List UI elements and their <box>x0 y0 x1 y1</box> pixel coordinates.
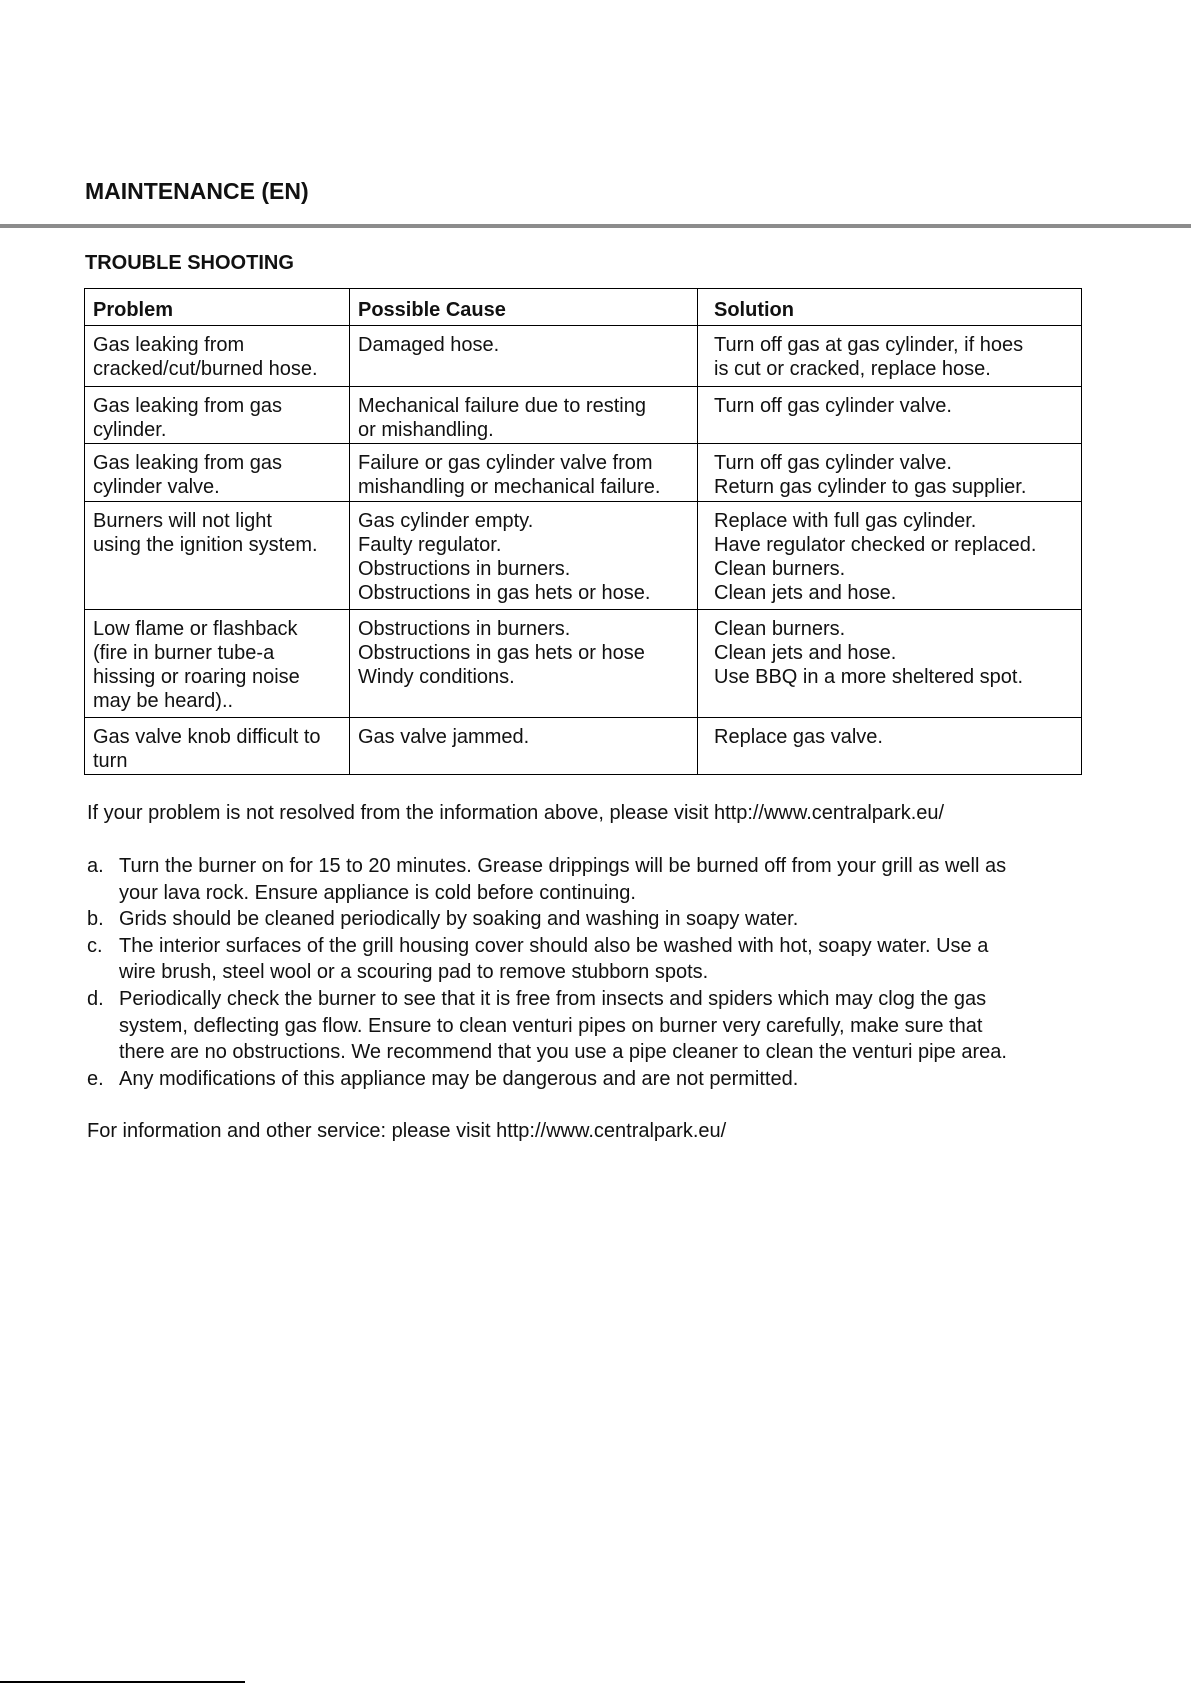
solution-cell <box>698 444 1082 502</box>
troubleshooting-table <box>84 288 1082 775</box>
problem-cell <box>85 444 350 502</box>
list-marker: c. <box>87 934 103 957</box>
table-header-row <box>85 289 1082 326</box>
cell-line: Faulty regulator. <box>358 534 502 556</box>
solution-cell <box>698 502 1082 610</box>
cell-line: Obstructions in burners. <box>358 618 571 640</box>
problem-cell <box>85 718 350 775</box>
cell-line: Turn off gas at gas cylinder, if hoes <box>714 334 1024 356</box>
cause-cell <box>350 326 698 387</box>
cell-line: Clean jets and hose. <box>714 582 897 604</box>
cause-cell <box>350 718 698 775</box>
cell-line: Gas valve knob difficult to <box>93 726 321 748</box>
cell-line: Gas leaking from <box>93 334 245 356</box>
cell-line: Low flame or flashback <box>93 618 298 640</box>
table-row <box>85 502 1082 610</box>
cell-line: may be heard).. <box>93 690 234 712</box>
maintenance-steps-list <box>87 853 1107 1092</box>
cell-line: Use BBQ in a more sheltered spot. <box>714 666 1024 688</box>
cell-line: Obstructions in burners. <box>358 558 571 580</box>
table-row <box>85 718 1082 775</box>
cell-line: Damaged hose. <box>358 334 500 356</box>
cell-line: Clean burners. <box>714 618 846 640</box>
cell-line: Return gas cylinder to gas supplier. <box>714 476 1027 498</box>
cell-line: Replace with full gas cylinder. <box>714 510 977 532</box>
cell-line: is cut or cracked, replace hose. <box>714 358 991 380</box>
cause-cell <box>350 387 698 444</box>
table-row <box>85 610 1082 718</box>
list-item-line: system, deflecting gas flow. Ensure to clean venturi pipes on burner very carefully, make sure that <box>119 1014 983 1037</box>
cell-line: Gas cylinder empty. <box>358 510 534 532</box>
cell-line: (fire in burner tube-a <box>93 642 275 664</box>
list-marker: a. <box>87 855 104 877</box>
problem-cell <box>85 502 350 610</box>
cell-line: Gas leaking from gas <box>93 395 282 417</box>
problem-cell <box>85 387 350 444</box>
table-row <box>85 387 1082 444</box>
list-marker: d. <box>87 987 104 1010</box>
list-item-line: wire brush, steel wool or a scouring pad to remove stubborn spots. <box>119 961 709 984</box>
cell-line: Burners will not light <box>93 510 272 532</box>
list-item-line: Any modifications of this appliance may be dangerous and are not permitted. <box>119 1067 799 1090</box>
list-item <box>87 933 1107 986</box>
table-row <box>85 326 1082 387</box>
table-row <box>85 444 1082 502</box>
cell-line: using the ignition system. <box>93 534 318 556</box>
list-item <box>87 906 1107 933</box>
cell-line: Turn off gas cylinder valve. <box>714 452 952 474</box>
service-info-text: For information and other service: please visit http://www.centralpark.eu/ <box>87 1120 727 1142</box>
cell-line: Obstructions in gas hets or hose. <box>358 582 651 604</box>
list-item-line: there are no obstructions. We recommend that you use a pipe cleaner to clean the venturi pipe area. <box>119 1041 1007 1064</box>
column-header-cause: Possible Cause <box>350 289 698 326</box>
column-header-problem: Problem <box>85 289 350 326</box>
cause-cell <box>350 444 698 502</box>
problem-cell <box>85 610 350 718</box>
title-divider <box>0 224 1191 228</box>
cell-line: Turn off gas cylinder valve. <box>714 395 952 417</box>
solution-cell <box>698 326 1082 387</box>
cause-cell <box>350 502 698 610</box>
cell-line: Clean burners. <box>714 558 846 580</box>
cell-line: cracked/cut/burned hose. <box>93 358 318 380</box>
page-title: MAINTENANCE (EN) <box>85 178 309 204</box>
list-item-line: The interior surfaces of the grill housing cover should also be washed with hot, soapy water. Use a <box>119 934 989 957</box>
cell-line: cylinder valve. <box>93 476 220 498</box>
cell-line: Replace gas valve. <box>714 726 883 748</box>
cause-cell <box>350 610 698 718</box>
problem-cell <box>85 326 350 387</box>
solution-cell <box>698 610 1082 718</box>
cell-line: Mechanical failure due to resting <box>358 395 646 417</box>
list-item <box>87 1066 1107 1093</box>
cell-line: Windy conditions. <box>358 666 515 688</box>
cell-line: Have regulator checked or replaced. <box>714 534 1037 556</box>
footnote-divider <box>0 1681 245 1683</box>
cell-line: Clean jets and hose. <box>714 642 897 664</box>
solution-cell <box>698 387 1082 444</box>
cell-line: mishandling or mechanical failure. <box>358 476 661 498</box>
list-item-line: your lava rock. Ensure appliance is cold before continuing. <box>119 881 636 904</box>
cell-line: Failure or gas cylinder valve from <box>358 452 653 474</box>
solution-cell <box>698 718 1082 775</box>
cell-line: Gas valve jammed. <box>358 726 530 748</box>
cell-line: or mishandling. <box>358 419 494 441</box>
list-item <box>87 853 1107 906</box>
cell-line: turn <box>93 750 128 772</box>
list-item <box>87 986 1107 1066</box>
cell-line: Gas leaking from gas <box>93 452 282 474</box>
list-item-line: Grids should be cleaned periodically by soaking and washing in soapy water. <box>119 908 799 931</box>
support-info-text: If your problem is not resolved from the information above, please visit http://www.centralpark.eu/ <box>87 802 945 824</box>
list-marker: b. <box>87 908 104 931</box>
cell-line: Obstructions in gas hets or hose <box>358 642 645 664</box>
list-item-line: Periodically check the burner to see that it is free from insects and spiders which may clog the gas <box>119 987 987 1010</box>
list-marker: e. <box>87 1067 104 1090</box>
list-item-line: Turn the burner on for 15 to 20 minutes. Grease drippings will be burned off from your grill as well as <box>119 855 1007 877</box>
cell-line: hissing or roaring noise <box>93 666 300 688</box>
cell-line: cylinder. <box>93 419 167 441</box>
section-title: TROUBLE SHOOTING <box>85 252 294 274</box>
column-header-solution: Solution <box>698 289 1082 326</box>
